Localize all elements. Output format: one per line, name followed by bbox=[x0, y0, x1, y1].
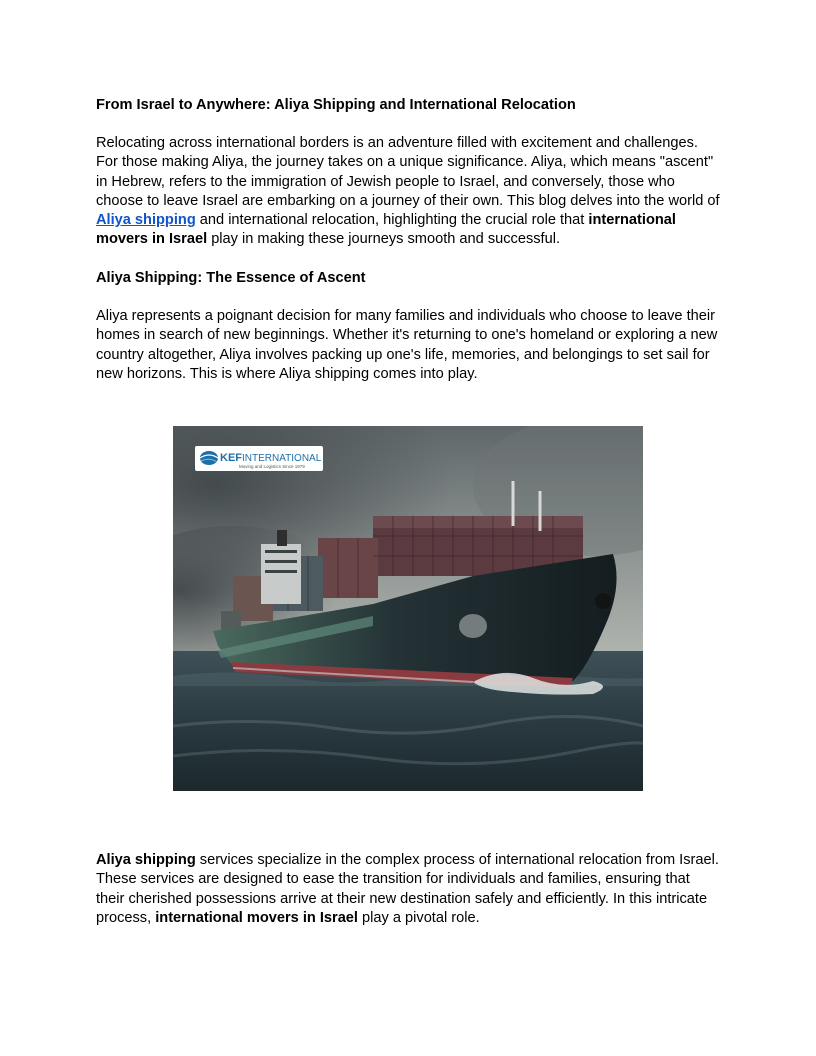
globe-icon bbox=[200, 451, 218, 465]
logo-tagline: Moving and Logistics Since 1979 bbox=[239, 464, 305, 469]
document-title: From Israel to Anywhere: Aliya Shipping and International Relocation bbox=[96, 97, 576, 113]
services-text-1: services specialize in the complex process of international relocation from Israel. These services are designed to ease the transition for individuals and families, ensuring that their cherished possessions arrive at their new destination safely and efficiently. In this intricate process, bbox=[96, 852, 719, 926]
aliya-shipping-link[interactable]: Aliya shipping bbox=[96, 212, 196, 229]
document-body bbox=[96, 96, 722, 384]
section-heading bbox=[96, 269, 722, 288]
services-text-2: play a pivotal role. bbox=[357, 909, 480, 926]
intro-text-3: play in making these journeys smooth and successful. bbox=[207, 231, 561, 248]
intro-paragraph bbox=[96, 134, 722, 250]
services-bold-2: international movers in Israel bbox=[155, 909, 358, 926]
intro-bold-movers: international movers in Israel bbox=[96, 212, 676, 248]
cargo-ship-image bbox=[173, 426, 643, 791]
intro-text-2: and international relocation, highlighting the crucial role that bbox=[195, 212, 589, 229]
kef-logo bbox=[195, 446, 323, 471]
services-paragraph bbox=[96, 851, 722, 928]
intro-text-1: Relocating across international borders is an adventure filled with excitement and challenges. For those making Aliya, the journey takes on a unique significance. Aliya, which means "ascent" in Hebrew, refers to the immigration of Jewish people to Israel, and conversely, those who choose to leave Israel are embarking on a journey of their own. This blog delves into the world of bbox=[96, 135, 720, 209]
services-bold-1: Aliya shipping bbox=[96, 852, 196, 868]
aliya-paragraph: Aliya represents a poignant decision for many families and individuals who choose to leave their homes in search of new beginnings. Whether it's returning to one's homeland or exploring a new country altogether, Aliya involves packing up one's life, memories, and belongings to set sail for new horizons. This is where Aliya shipping comes into play. bbox=[96, 308, 718, 382]
bottom-section bbox=[96, 851, 722, 928]
logo-text-main: KEFINTERNATIONAL bbox=[220, 452, 322, 464]
section-heading-text: Aliya Shipping: The Essence of Ascent bbox=[96, 269, 366, 286]
